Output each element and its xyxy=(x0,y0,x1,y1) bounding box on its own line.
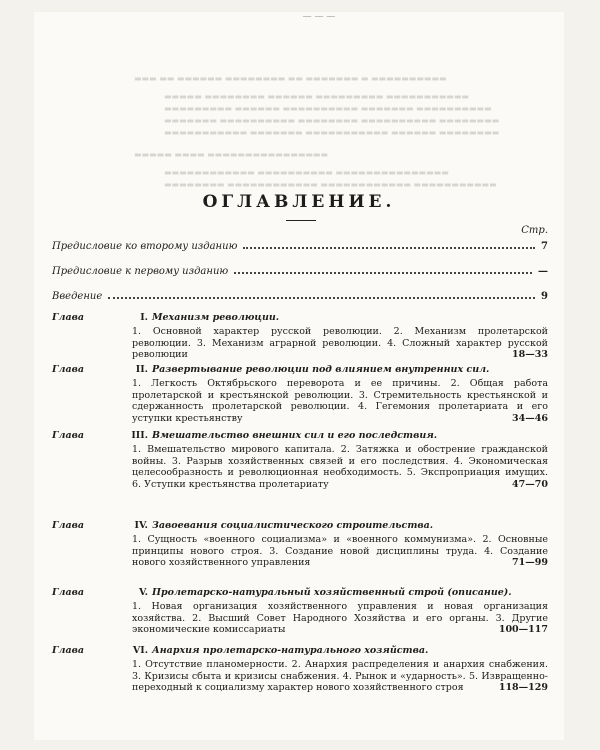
chapter-heading xyxy=(52,645,548,656)
chapter-sections: 1. Сущность «военного социализма» и «военного коммунизма». 2. Основные принципы нового строя. 3. Создание новой дисциплины труда. 4. Создание нового хозяйственного управления xyxy=(132,534,548,569)
chapter-title: Завоевания социалистического строительства. xyxy=(152,520,434,531)
toc-entry-introduction[interactable] xyxy=(52,291,548,302)
toc-entry-page: — xyxy=(538,266,548,277)
toc-chapter-1[interactable] xyxy=(52,312,548,361)
toc-chapter-6[interactable] xyxy=(52,645,548,694)
chapter-pages: 18—33 xyxy=(512,349,548,361)
chapter-number: VI. xyxy=(132,645,148,656)
chapter-label: Глава xyxy=(52,520,85,531)
chapter-sections: 1. Вмешательство мирового капитала. 2. Затяжка и обострение гражданской войны. 3. Разрыв хозяйственных связей и его последствия. 4. Экономическая целесообразность и революционная необходимость. 5. Экспроприация имущих. 6. Уступки крестьянства пролетариату xyxy=(132,444,548,490)
toc-entry-label: Предисловие к первому изданию xyxy=(52,266,229,277)
bleed-through-text: ▬▬▬▬▬▬▬▬ ▬▬▬▬▬▬▬▬▬▬▬▬ ▬▬▬▬▬▬▬▬▬▬▬▬ ▬▬▬▬▬▬▬▬▬▬▬ xyxy=(164,180,497,189)
chapter-number: II. xyxy=(135,364,148,375)
page-top-mark: — — — xyxy=(302,12,336,22)
chapter-heading xyxy=(52,520,548,531)
leader-dots xyxy=(234,272,532,274)
chapter-number: V. xyxy=(138,587,148,598)
chapter-label: Глава xyxy=(52,364,85,375)
chapter-contents xyxy=(132,444,548,490)
chapter-pages: 47—70 xyxy=(512,478,548,490)
toc-entry-page: 9 xyxy=(541,291,548,302)
chapter-label: Глава xyxy=(52,587,85,598)
chapter-number: I. xyxy=(140,312,148,323)
book-page xyxy=(34,12,564,740)
page-title: ОГЛАВЛЕНИЕ. xyxy=(202,192,396,212)
chapter-label: Глава xyxy=(52,645,85,656)
chapter-title: Анархия пролетарско-натурального хозяйства. xyxy=(152,645,429,656)
chapter-contents xyxy=(132,534,548,569)
leader-dots xyxy=(243,247,535,249)
chapter-contents xyxy=(132,601,548,636)
chapter-contents xyxy=(132,326,548,361)
bleed-through-text: ▬▬▬▬▬▬▬▬▬▬▬ ▬▬▬▬▬▬▬ ▬▬▬▬▬▬▬▬▬▬▬ ▬▬▬▬▬▬ ▬▬▬▬▬▬▬▬ xyxy=(164,128,500,137)
chapter-title: Механизм революции. xyxy=(152,312,280,323)
toc-entry-label: Предисловие ко второму изданию xyxy=(52,241,238,252)
chapter-sections: 1. Легкость Октябрьского переворота и ее причины. 2. Общая работа пролетарской и крестьянской революции. 3. Стремительность крестьянской и сдержанность пролетарской революции. 4. Гегемония пролетариата и его уступки крестьянству xyxy=(132,378,548,424)
bleed-through-text: ▬▬▬▬▬▬▬▬▬ ▬▬▬▬▬▬ ▬▬▬▬▬▬▬▬▬▬ ▬▬▬▬▬▬▬ ▬▬▬▬▬▬▬▬▬▬ xyxy=(164,104,492,113)
chapter-number: IV. xyxy=(134,520,148,531)
chapter-heading xyxy=(52,587,548,598)
chapter-sections: 1. Отсутствие планомерности. 2. Анархия распределения и анархия снабжения. 3. Кризисы сбыта и кризисы снабжения. 4. Рынок и «ударность». 5. Извращенно-переходный к социализму характер нового хозяйственного строя xyxy=(132,659,548,694)
title-rule xyxy=(286,220,316,221)
bleed-through-text: ▬▬▬▬▬▬▬▬▬▬▬▬ ▬▬▬▬▬▬▬▬▬▬ ▬▬▬▬▬▬▬▬▬▬▬▬▬▬▬ xyxy=(164,168,449,177)
bleed-through-text: ▬▬▬▬▬▬▬ ▬▬▬▬▬▬▬▬▬▬ ▬▬▬▬▬▬▬▬ ▬▬▬▬▬▬▬▬▬▬ ▬▬▬▬▬▬▬▬ xyxy=(164,116,500,125)
chapter-label: Глава xyxy=(52,312,85,323)
chapter-sections: 1. Новая организация хозяйственного управления и новая организация хозяйства. 2. Высший Совет Народного Хозяйства и его органы. 3. Другие экономические комиссариаты xyxy=(132,601,548,636)
chapter-heading xyxy=(52,430,548,441)
pages-column-header: Стр. xyxy=(521,225,548,236)
chapter-pages: 100—117 xyxy=(498,624,548,636)
toc-entry-label: Введение xyxy=(52,291,103,302)
chapter-title: Вмешательство внешних сил и его последствия. xyxy=(152,430,438,441)
chapter-contents xyxy=(132,378,548,424)
chapter-title: Пролетарско-натуральный хозяйственный строй (описание). xyxy=(152,587,512,598)
bleed-through-text: ▬▬▬▬▬ ▬▬▬▬▬▬▬▬ ▬▬▬▬▬▬ ▬▬▬▬▬▬▬▬▬ ▬▬▬▬▬▬▬▬▬▬▬ xyxy=(164,92,469,101)
toc-entry-preface-first[interactable] xyxy=(52,266,548,277)
chapter-pages: 34—46 xyxy=(512,412,548,424)
toc-chapter-3[interactable] xyxy=(52,430,548,490)
bleed-through-text: ▬▬▬▬▬ ▬▬▬▬ ▬▬▬▬▬▬▬▬▬▬▬▬▬▬▬▬ xyxy=(134,150,329,159)
chapter-heading xyxy=(52,364,548,375)
toc-entry-preface-second[interactable] xyxy=(52,241,548,252)
chapter-sections: 1. Основной характер русской революции. 2. Механизм пролетарской революции. 3. Механизм аграрной революции. 4. Сложный характер русской революции xyxy=(132,326,548,361)
toc-entry-page: 7 xyxy=(541,241,548,252)
chapter-label: Глава xyxy=(52,430,85,441)
chapter-heading xyxy=(52,312,548,323)
chapter-title: Развертывание революции под влиянием внутренних сил. xyxy=(152,364,490,375)
chapter-contents xyxy=(132,659,548,694)
bleed-through-text: ▬▬▬ ▬▬ ▬▬▬▬▬▬ ▬▬▬▬▬▬▬▬ ▬▬ ▬▬▬▬▬▬▬ ▬ ▬▬▬▬▬▬▬▬▬▬ xyxy=(134,74,447,83)
chapter-pages: 71—99 xyxy=(512,557,548,569)
toc-chapter-5[interactable] xyxy=(52,587,548,636)
toc-chapter-2[interactable] xyxy=(52,364,548,424)
chapter-number: III. xyxy=(131,430,148,441)
leader-dots xyxy=(108,297,535,299)
chapter-pages: 118—129 xyxy=(498,682,548,694)
toc-chapter-4[interactable] xyxy=(52,520,548,569)
